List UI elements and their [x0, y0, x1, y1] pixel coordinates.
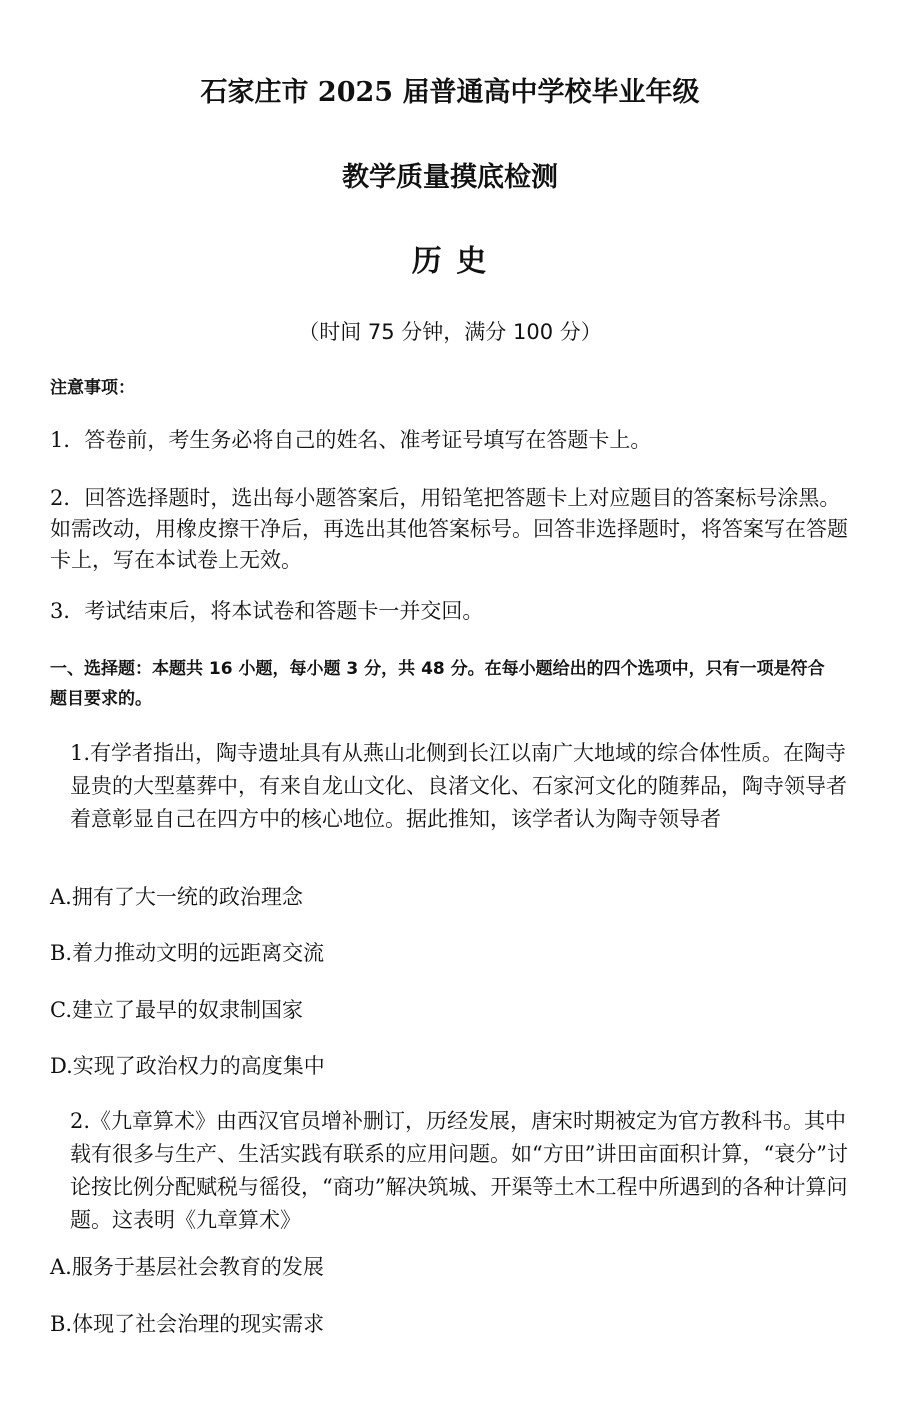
question-2-option-a: A.服务于基层社会教育的发展: [50, 1255, 324, 1279]
exam-title-line1: 石家庄市 2025 届普通高中学校毕业年级: [200, 77, 700, 108]
notice-item: 3．考试结束后，将本试卷和答题卡一并交回。: [50, 599, 484, 623]
notice-item: 1．答卷前，考生务必将自己的姓名、准考证号填写在答题卡上。: [50, 428, 652, 452]
section-heading: 一、选择题：本题共 16 小题，每小题 3 分，共 48 分。在每小题给出的四个选项中，只有一项是符合题目要求的。: [50, 659, 825, 709]
question-1-stem: 1.有学者指出，陶寺遗址具有从燕山北侧到长江以南广大地域的综合体性质。在陶寺显贵的大型墓葬中，有来自龙山文化、良渚文化、石家河文化的随葬品，陶寺领导者着意彰显自己在四方中的核心地位。据此推知，该学者认为陶寺领导者: [70, 741, 847, 831]
time-info: （时间 75 分钟，满分 100 分）: [298, 320, 602, 344]
exam-title-line2: 教学质量摸底检测: [342, 162, 558, 193]
question-1-option-d: D.实现了政治权力的高度集中: [50, 1054, 325, 1078]
subject-title: 历 史: [411, 244, 489, 279]
question-2-stem: 2.《九章算术》由西汉官员增补删订，历经发展，唐宋时期被定为官方教科书。其中载有很多与生产、生活实践有联系的应用问题。如“方田”讲田亩面积计算，“衰分”讨论按比例分配赋税与徭役，“商功”解决筑城、开渠等土木工程中所遇到的各种计算问题。这表明《九章算术》: [70, 1109, 848, 1232]
question-1-option-b: B.着力推动文明的远距离交流: [50, 941, 325, 965]
notice-item: 2．回答选择题时，选出每小题答案后，用铅笔把答题卡上对应题目的答案标号涂黑。如需改动，用橡皮擦干净后，再选出其他答案标号。回答非选择题时，将答案写在答题卡上，写在本试卷上无效。: [50, 486, 848, 572]
notice-heading: 注意事项：: [50, 378, 135, 398]
question-1-option-c: C.建立了最早的奴隶制国家: [50, 998, 303, 1022]
question-2-option-b: B.体现了社会治理的现实需求: [50, 1312, 325, 1336]
question-1-option-a: A.拥有了大一统的政治理念: [50, 885, 303, 909]
